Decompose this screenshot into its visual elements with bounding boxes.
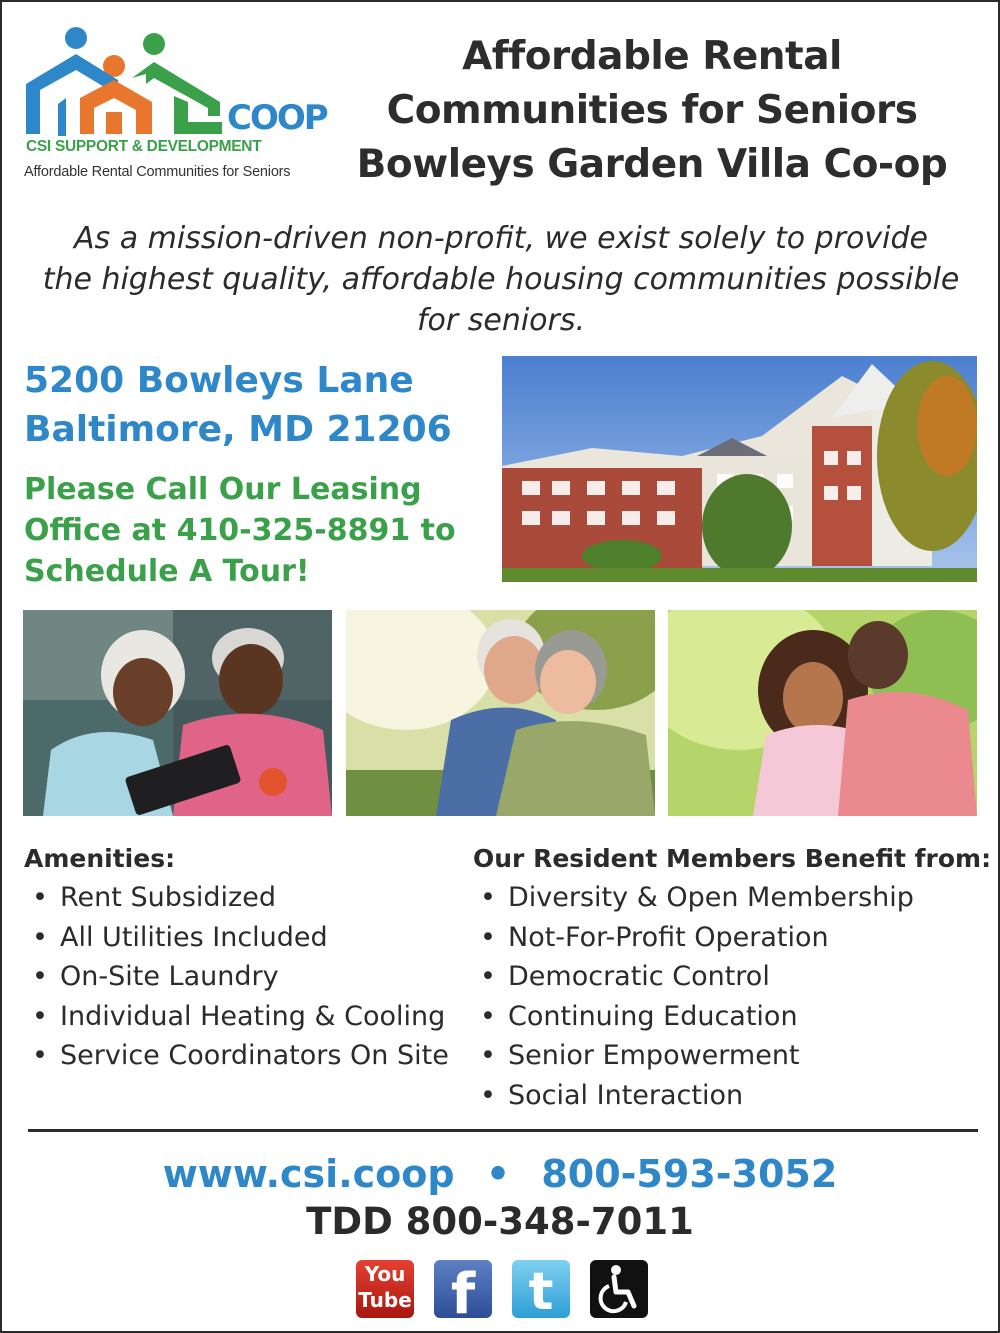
address-city: Baltimore, MD 21206 bbox=[24, 409, 452, 450]
list-item: • Individual Heating & Cooling bbox=[28, 997, 449, 1037]
list-item: • Continuing Education bbox=[476, 997, 914, 1037]
website-link[interactable]: www.csi.coop bbox=[162, 1152, 455, 1196]
logo-org-name: CSI SUPPORT & DEVELOPMENT bbox=[26, 138, 262, 155]
facebook-icon[interactable]: f bbox=[434, 1260, 492, 1318]
building-photo bbox=[502, 356, 977, 582]
benefits-heading: Our Resident Members Benefit from: bbox=[473, 844, 992, 873]
separator-dot: • bbox=[485, 1152, 511, 1196]
senior-couple-park-photo bbox=[346, 610, 655, 816]
logo-wordmark: COOP bbox=[227, 98, 327, 138]
list-item: • Service Coordinators On Site bbox=[28, 1036, 449, 1076]
page-title bbox=[322, 30, 982, 192]
benefits-list bbox=[476, 878, 914, 1116]
mission-line-2: the highest quality, affordable housing communities possible bbox=[42, 262, 960, 297]
list-item: • Not-For-Profit Operation bbox=[476, 918, 914, 958]
title-line-3: Bowleys Garden Villa Co-op bbox=[356, 142, 948, 187]
accessibility-icon bbox=[590, 1260, 648, 1318]
amenities-heading: Amenities: bbox=[24, 844, 176, 873]
social-icons bbox=[356, 1260, 648, 1318]
list-item: • Rent Subsidized bbox=[28, 878, 449, 918]
address-street: 5200 Bowleys Lane bbox=[24, 360, 414, 401]
logo-tagline: Affordable Rental Communities for Seniors bbox=[24, 164, 291, 180]
title-line-1: Affordable Rental bbox=[462, 34, 842, 79]
grandfather-granddaughter-photo bbox=[668, 610, 977, 816]
mission-line-3: for seniors. bbox=[416, 303, 586, 338]
youtube-icon[interactable]: You Tube bbox=[356, 1260, 414, 1318]
address bbox=[24, 356, 452, 454]
tdd-number: TDD 800-348-7011 bbox=[306, 1200, 694, 1243]
list-item: • On-Site Laundry bbox=[28, 957, 449, 997]
mission-statement bbox=[22, 218, 980, 341]
amenities-list bbox=[28, 878, 449, 1076]
list-item: • Social Interaction bbox=[476, 1076, 914, 1116]
csi-coop-logo bbox=[22, 24, 327, 189]
mission-line-1: As a mission-driven non-profit, we exist solely to provide bbox=[74, 221, 928, 256]
list-item: • Diversity & Open Membership bbox=[476, 878, 914, 918]
phone-number[interactable]: 800-593-3052 bbox=[541, 1152, 838, 1196]
list-item: • All Utilities Included bbox=[28, 918, 449, 958]
divider bbox=[28, 1129, 978, 1132]
list-item: • Senior Empowerment bbox=[476, 1036, 914, 1076]
contact-line bbox=[2, 1152, 998, 1196]
seniors-tablet-photo bbox=[23, 610, 332, 816]
twitter-icon[interactable]: t bbox=[512, 1260, 570, 1318]
title-line-2: Communities for Seniors bbox=[386, 88, 918, 133]
list-item: • Democratic Control bbox=[476, 957, 914, 997]
leasing-callout: Please Call Our Leasing Office at 410-325-8891 to Schedule A Tour! bbox=[24, 472, 456, 589]
